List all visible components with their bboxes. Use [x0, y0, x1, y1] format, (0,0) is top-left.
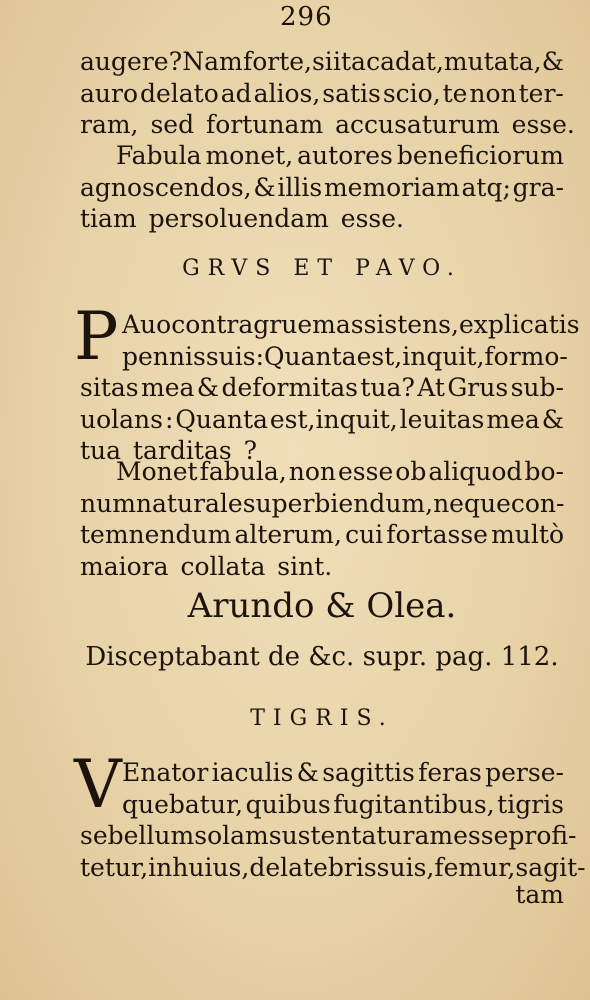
text-line: auro delato ad alios, satis scio, te non ter- [80, 78, 564, 108]
text-line: tua tarditas ? [80, 436, 258, 465]
text-line: tetur,in huius,de latebris suis,femur,sagit- [80, 852, 586, 882]
text-line: quebatur, quibus fugitantibus, tigris [122, 789, 564, 819]
text-line: se bellum solam sustentaturam esse profi- [80, 821, 577, 850]
heading-tigris: TIGRIS. [250, 706, 394, 731]
text-line: pennis suis : Quanta est, inquit,formo- [122, 341, 568, 371]
text-line: tiam persoluendam esse. [80, 204, 404, 233]
text-line: Auo contra gruem assistens, explicatis [122, 310, 580, 339]
page-number: 296 [280, 2, 333, 32]
drop-cap-initial: P [74, 298, 119, 375]
text-line: Fabula monet, autores beneficiorum [116, 141, 564, 170]
text-line: sitas mea & deformitas tua? At Grus sub- [80, 373, 564, 402]
fable-grus-et-pavo [80, 309, 580, 467]
fable-tigris [80, 757, 586, 883]
text-line: Enator iaculis & sagittis feras perse- [122, 758, 564, 787]
heading-arundo-et-olea: Arundo & Olea. [187, 586, 457, 626]
drop-cap-initial: V [74, 746, 122, 823]
text-line: uolans : Quanta est,inquit, leuitas mea & [80, 404, 564, 434]
text-line: temnendum alterum, cui fortasse multò [80, 520, 564, 549]
text-line: agnoscendos, & illis memoriam atq; gra- [80, 172, 564, 202]
heading-grus-et-pavo: GRVS ET PAVO. [182, 256, 462, 281]
catchword: tam [515, 880, 564, 909]
paragraph-2 [80, 140, 564, 235]
text-line: num naturale superbiendum, neque con- [80, 488, 565, 518]
paragraph-1 [80, 46, 575, 141]
cross-reference: Disceptabant de &c. supr. pag. 112. [85, 642, 559, 672]
text-line: augere ? Nam forte,si ita cadat,mutata, & [80, 47, 564, 76]
text-line: maiora collata sint. [80, 551, 333, 581]
text-line: Monet fabula, non esse ob aliquod bo- [116, 457, 564, 486]
moral-paragraph [80, 456, 564, 582]
text-line: ram, sed fortunam accusaturum esse. [80, 110, 575, 139]
